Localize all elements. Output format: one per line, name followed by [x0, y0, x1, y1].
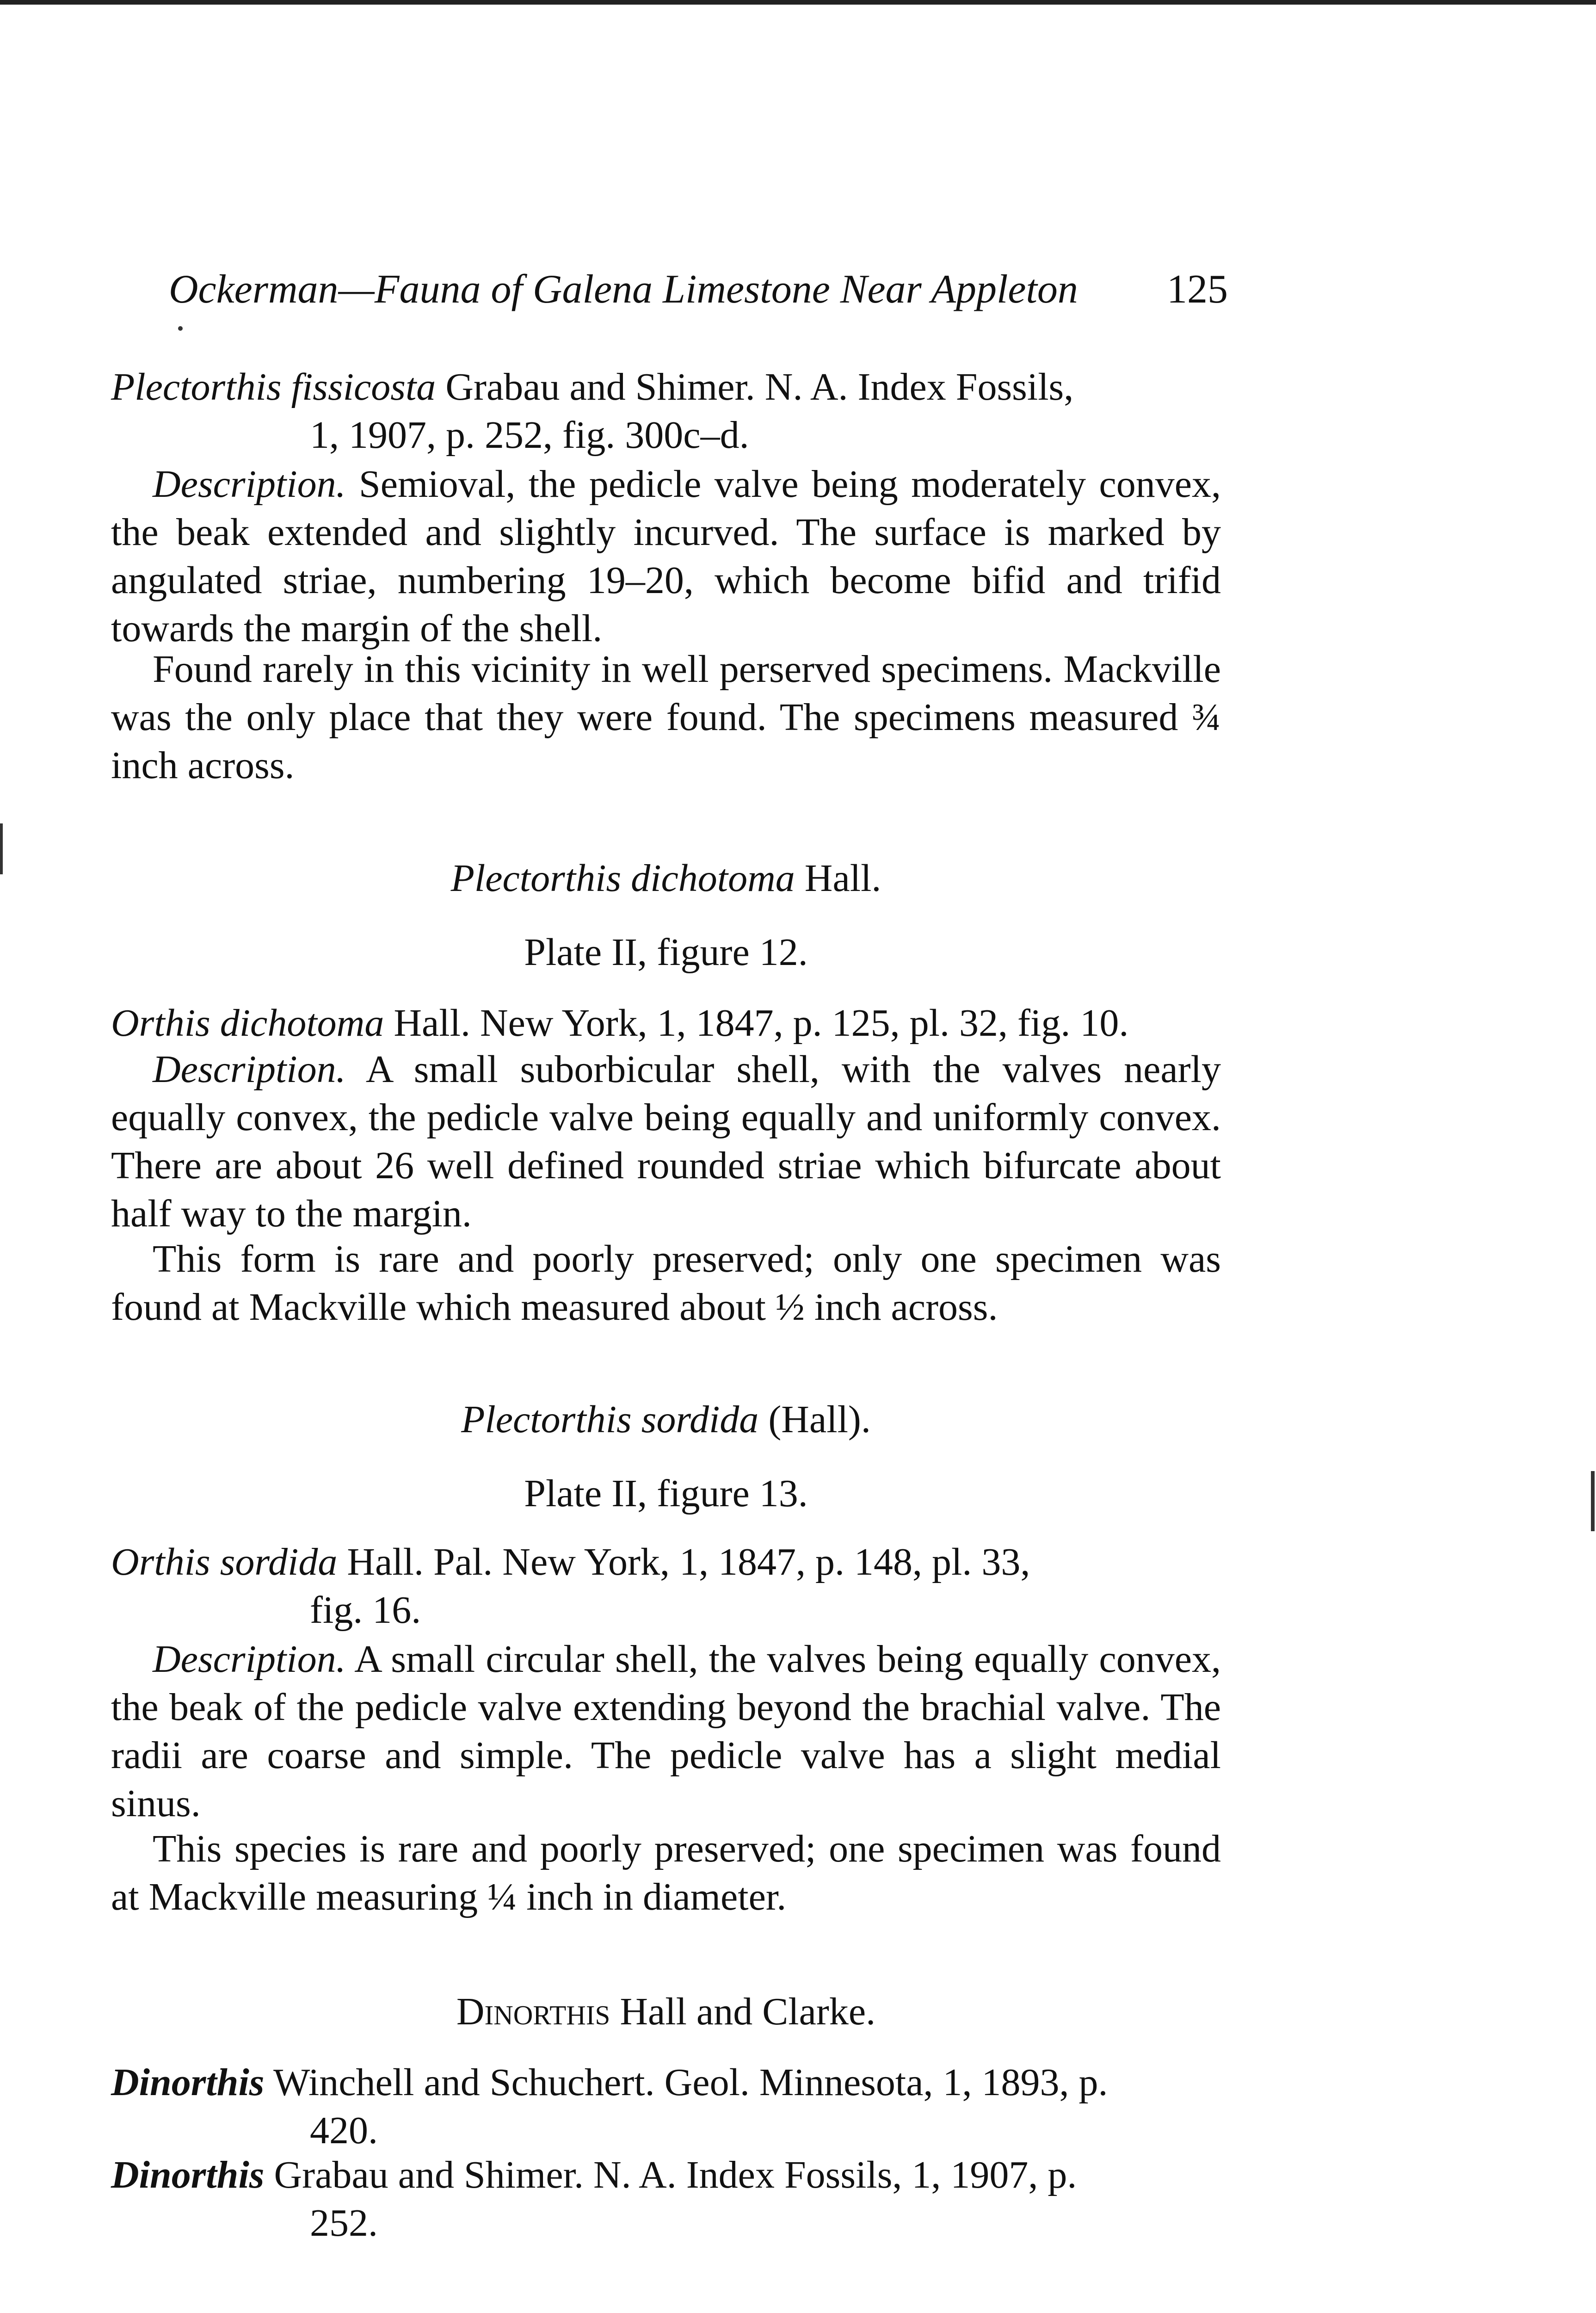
species-heading: [111, 1397, 1221, 1442]
genus-heading: [111, 1989, 1221, 2034]
scan-edge-mark: [1591, 1471, 1595, 1531]
heading-name: Plectorthis dichotoma: [450, 857, 795, 900]
running-header: [169, 266, 1228, 313]
reference-text: Grabau and Shimer. N. A. Index Fossils, 1, 1907, p.: [264, 2153, 1077, 2196]
description-lead: Description.: [153, 1638, 346, 1681]
species-name: Orthis dichotoma: [111, 1002, 384, 1045]
reference-entry: [111, 999, 1221, 1047]
reference-entry: [111, 1538, 1221, 1634]
heading-author: Hall.: [795, 857, 881, 900]
reference-continuation: 420.: [310, 2109, 378, 2152]
species-heading: [111, 856, 1221, 901]
description-paragraph: [111, 460, 1221, 653]
page-number: 125: [1167, 267, 1228, 312]
description-text: A small suborbicular shell, with the valves nearly equally convex, the pedicle valve being equally and uniformly convex. There are about 26 well defined rounded striae which bifurcate about half way to the margin.: [111, 1048, 1221, 1235]
occurrence-paragraph: This form is rare and poorly preserved; only one specimen was found at Mackville which measured about ½ inch across.: [111, 1237, 1221, 1329]
species-name: Orthis sordida: [111, 1540, 338, 1583]
occurrence-paragraph: This species is rare and poorly preserved; one specimen was found at Mackville measuring ¼ inch in diameter.: [111, 1827, 1221, 1918]
heading-name: Dinorthis: [456, 1990, 610, 2033]
running-title: Ockerman—Fauna of Galena Limestone Near Appleton: [169, 267, 1078, 312]
reference-text: Hall. New York, 1, 1847, p. 125, pl. 32, fig. 10.: [384, 1002, 1129, 1045]
description-paragraph: [111, 1045, 1221, 1238]
genus-name: Dinorthis: [111, 2061, 265, 2104]
reference-text: Hall. Pal. New York, 1, 1847, p. 148, pl. 33,: [337, 1540, 1030, 1583]
heading-author: (Hall).: [758, 1398, 871, 1441]
reference-entry: [111, 363, 1221, 459]
species-name: Plectorthis fissicosta: [111, 365, 436, 408]
heading-author: Hall and Clarke.: [610, 1990, 876, 2033]
description-lead: Description.: [153, 1048, 346, 1091]
reference-continuation: 1, 1907, p. 252, fig. 300c–d.: [310, 414, 749, 457]
scan-edge-mark: [0, 823, 3, 874]
reference-continuation: 252.: [310, 2202, 378, 2245]
description-paragraph: [111, 1635, 1221, 1828]
heading-name: Plectorthis sordida: [461, 1398, 759, 1441]
speck-mark: [178, 326, 183, 331]
plate-reference: Plate II, figure 12.: [524, 931, 808, 974]
description-text: A small circular shell, the valves being equally convex, the beak of the pedicle valve extending beyond the brachial valve. The radii are coarse and simple. The pedicle valve has a slight medial sinus.: [111, 1638, 1221, 1825]
plate-reference: Plate II, figure 13.: [524, 1472, 808, 1515]
reference-text: Winchell and Schuchert. Geol. Minnesota, 1, 1893, p.: [264, 2061, 1108, 2104]
occurrence-paragraph: Found rarely in this vicinity in well perserved specimens. Mackville was the only place that they were found. The specimens measured ¾ inch across.: [111, 648, 1221, 787]
reference-entry: [111, 2059, 1221, 2155]
description-lead: Description.: [153, 463, 346, 506]
reference-continuation: fig. 16.: [310, 1589, 421, 1632]
genus-name: Dinorthis: [111, 2153, 265, 2196]
scan-top-edge: [0, 0, 1596, 5]
reference-text: Grabau and Shimer. N. A. Index Fossils,: [436, 365, 1074, 408]
description-text: Semioval, the pedicle valve being moderately convex, the beak extended and slightly incurved. The surface is marked by angulated striae, numbering 19–20, which become bifid and trifid towards the margin of the shell.: [111, 463, 1221, 650]
reference-entry: [111, 2151, 1221, 2247]
